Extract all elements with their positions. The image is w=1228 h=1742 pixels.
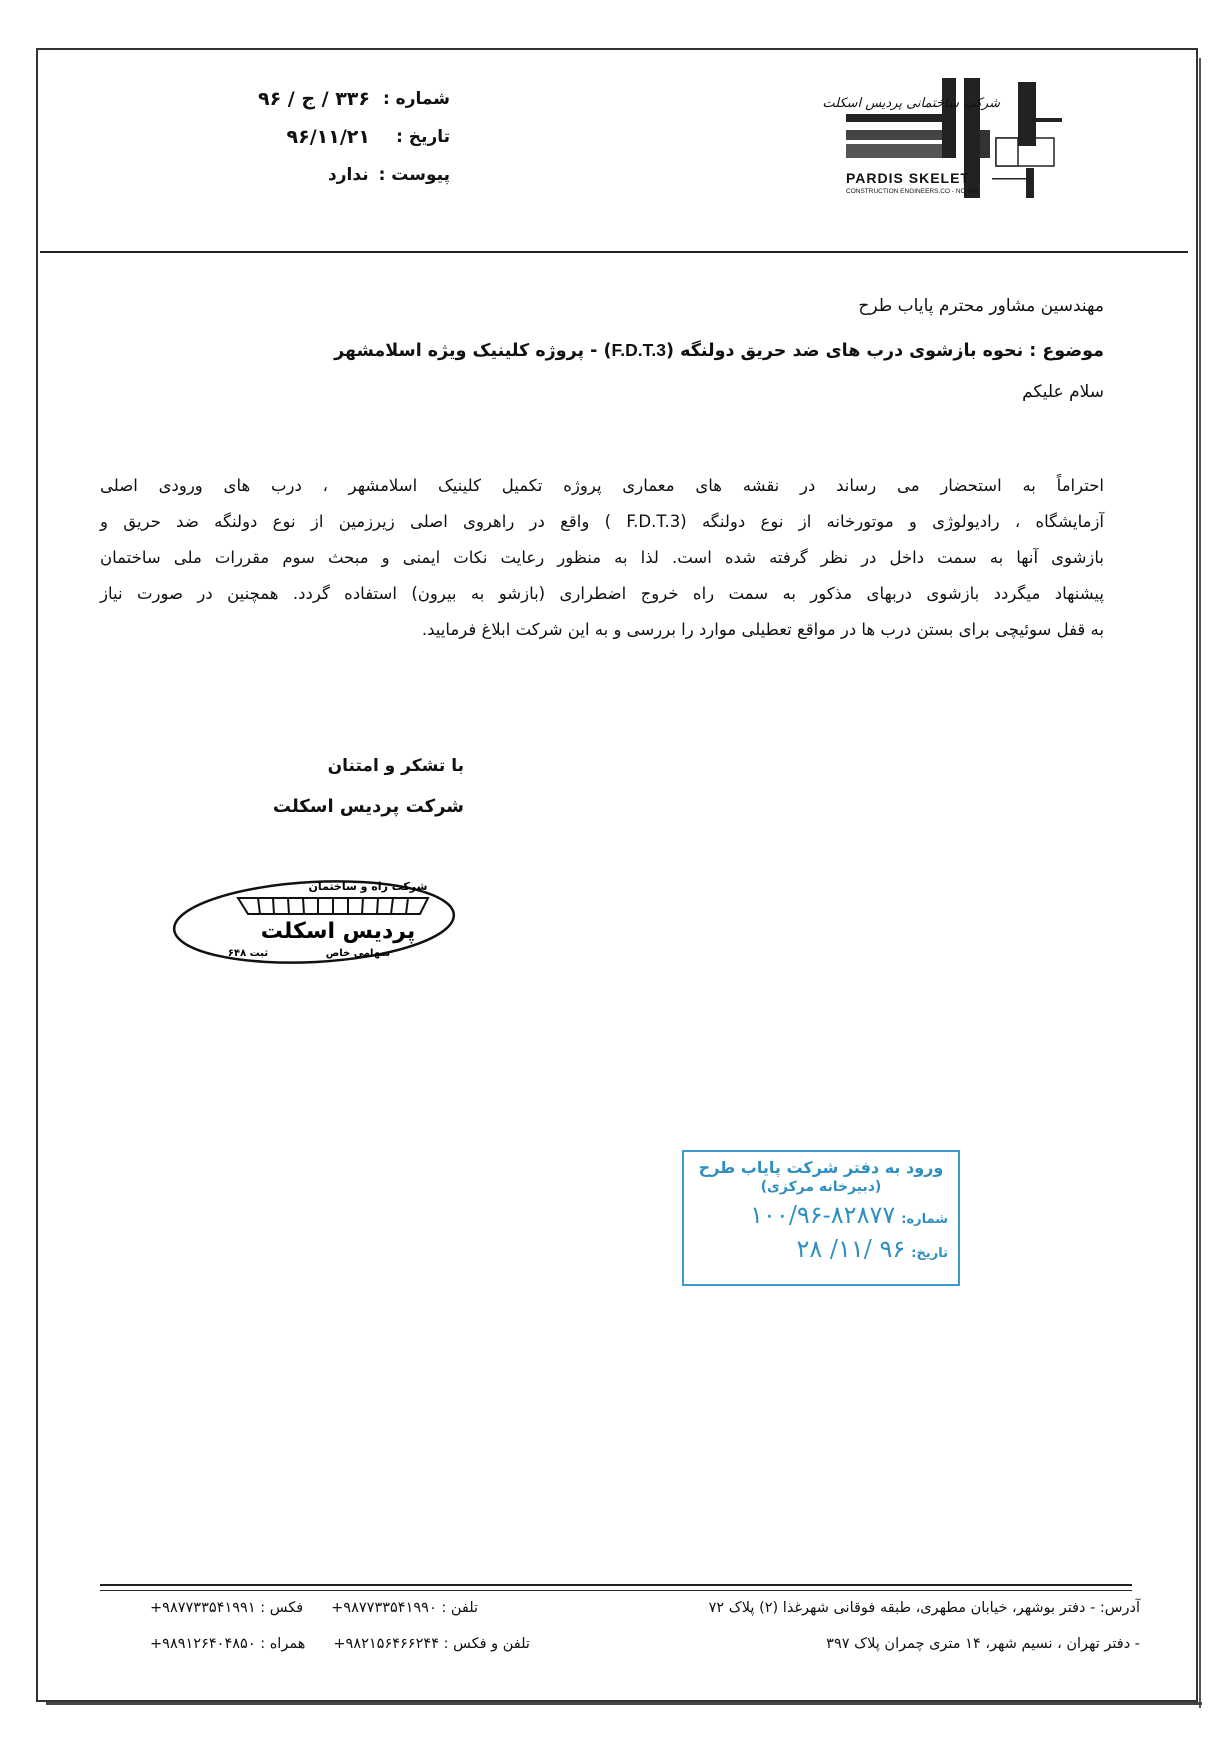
letter-body <box>100 468 1104 648</box>
stamp-number-row <box>694 1201 948 1229</box>
seal-graphic-icon <box>168 856 488 966</box>
letter-closing: با تشکر و امتنان <box>327 756 464 776</box>
footer-tehran-office <box>150 1636 1140 1652</box>
company-logo <box>822 78 1116 208</box>
company-seal <box>168 856 488 966</box>
logo-company-subtitle: CONSTRUCTION ENGINEERS.CO - NO.648 <box>846 188 979 195</box>
footer-fax-bushehr <box>150 1600 303 1616</box>
page-border-shadow-right <box>1199 58 1201 1708</box>
meta-attachment-label: پیوست : <box>378 165 450 185</box>
footer-fax-value: +۹۸۷۷۳۳۵۴۱۹۹۱ <box>150 1600 256 1616</box>
meta-date-row <box>150 118 450 156</box>
footer-fax-label: فکس : <box>260 1600 304 1616</box>
stamp-number-value: ۱۰۰/۹۶-۸۲۸۷۷ <box>750 1201 896 1229</box>
meta-date-value: ۹۶/۱۱/۲۱ <box>286 126 370 148</box>
meta-date-label: تاریخ : <box>396 127 450 147</box>
letter-meta <box>150 80 450 194</box>
seal-left-text: ثبت ۶۴۸ <box>227 948 269 959</box>
page-border-shadow-bottom <box>46 1702 1202 1705</box>
subject-suffix: ) - پروژه کلینیک ویژه اسلامشهر <box>334 341 612 361</box>
meta-attachment-value: ندارد <box>328 165 369 185</box>
letter-greeting: سلام علیکم <box>1022 382 1104 402</box>
footer-mobile-label: همراه : <box>260 1636 306 1652</box>
footer-mobile-tehran <box>150 1636 305 1652</box>
stamp-date-label: تاریخ: <box>911 1246 948 1261</box>
footer-phone-fax-value: +۹۸۲۱۵۶۴۶۶۲۴۴ <box>333 1636 439 1652</box>
footer-mobile-value: +۹۸۹۱۲۶۴۰۴۸۵۰ <box>150 1636 256 1652</box>
body-line: آزمایشگاه ، رادیولوژی و موتورخانه از نوع دولنگه (F.D.T.3 ) واقع در راهروی اصلی زیرزمین از نوع دولنگه ضد حریق و <box>100 512 1104 531</box>
stamp-number-label: شماره: <box>901 1212 948 1227</box>
meta-number-row <box>150 80 450 118</box>
logo-company-name: PARDIS SKELET <box>846 170 970 186</box>
subject-prefix: موضوع : نحوه بازشوی درب های ضد حریق دولنگه ( <box>665 341 1104 361</box>
header-divider <box>40 251 1188 253</box>
footer-phone-fax-tehran <box>333 1636 530 1652</box>
logo-persian-script: شرکت ساختمانی پردیس اسکلت <box>822 96 1000 111</box>
seal-main-text: پردیس اسکلت <box>260 919 416 944</box>
seal-top-text: شرکت راه و ساختمان <box>308 880 428 893</box>
footer-phone-bushehr <box>331 1600 478 1616</box>
meta-number-value: ۳۳۶ / ج / ۹۶ <box>257 88 370 110</box>
letter-recipient: مهندسین مشاور محترم پایاب طرح <box>858 296 1104 316</box>
signing-company: شرکت پردیس اسکلت <box>272 796 464 817</box>
meta-attachment-row <box>150 156 450 194</box>
footer-address-bushehr: آدرس: - دفتر بوشهر، خیابان مطهری، طبقه فوقانی شهرغذا (۲) پلاک ۷۲ <box>708 1600 1140 1616</box>
stamp-date-value: ۹۶ /۱۱/ ۲۸ <box>796 1235 906 1263</box>
body-line: پیشنهاد میگردد بازشوی دربهای مذکور به سمت راه خروج اضطراری (بازشو به بیرون) استفاده گردد. همچنین در صورت نیاز <box>100 584 1104 603</box>
body-line: احتراماً به استحضار می رساند در نقشه های معماری پروژه تکمیل کلینیک اسلامشهر ، درب های ورودی اصلی <box>100 476 1104 495</box>
subject-code: F.D.T.3 <box>611 340 666 360</box>
body-line: بازشوی آنها به سمت داخل در نظر گرفته شده است. لذا به منظور رعایت نکات ایمنی و مبحث سوم مقررات ملی ساختمان <box>100 548 1104 567</box>
stamp-date-row <box>694 1235 948 1263</box>
seal-right-text: سهامی خاص <box>325 948 391 959</box>
footer-phone-label: تلفن : <box>441 1600 479 1616</box>
stamp-title: ورود به دفتر شرکت پایاب طرح <box>698 1158 944 1177</box>
stamp-subtitle: (دبیرخانه مرکزی) <box>760 1179 882 1195</box>
body-line: به قفل سوئیچی برای بستن درب ها در مواقع تعطیلی موارد را بررسی و به این شرکت ابلاغ فرمایید. <box>421 620 1104 639</box>
footer-phone-value: +۹۸۷۷۳۳۵۴۱۹۹۰ <box>331 1600 437 1616</box>
letter-subject <box>334 340 1104 361</box>
meta-number-label: شماره : <box>382 89 450 109</box>
footer-bushehr-office <box>150 1600 1140 1616</box>
footer-divider <box>100 1584 1132 1591</box>
received-stamp <box>682 1150 960 1286</box>
footer-phone-fax-label: تلفن و فکس : <box>443 1636 530 1652</box>
footer-address-tehran: - دفتر تهران ، نسیم شهر، ۱۴ متری چمران پلاک ۳۹۷ <box>826 1636 1140 1652</box>
